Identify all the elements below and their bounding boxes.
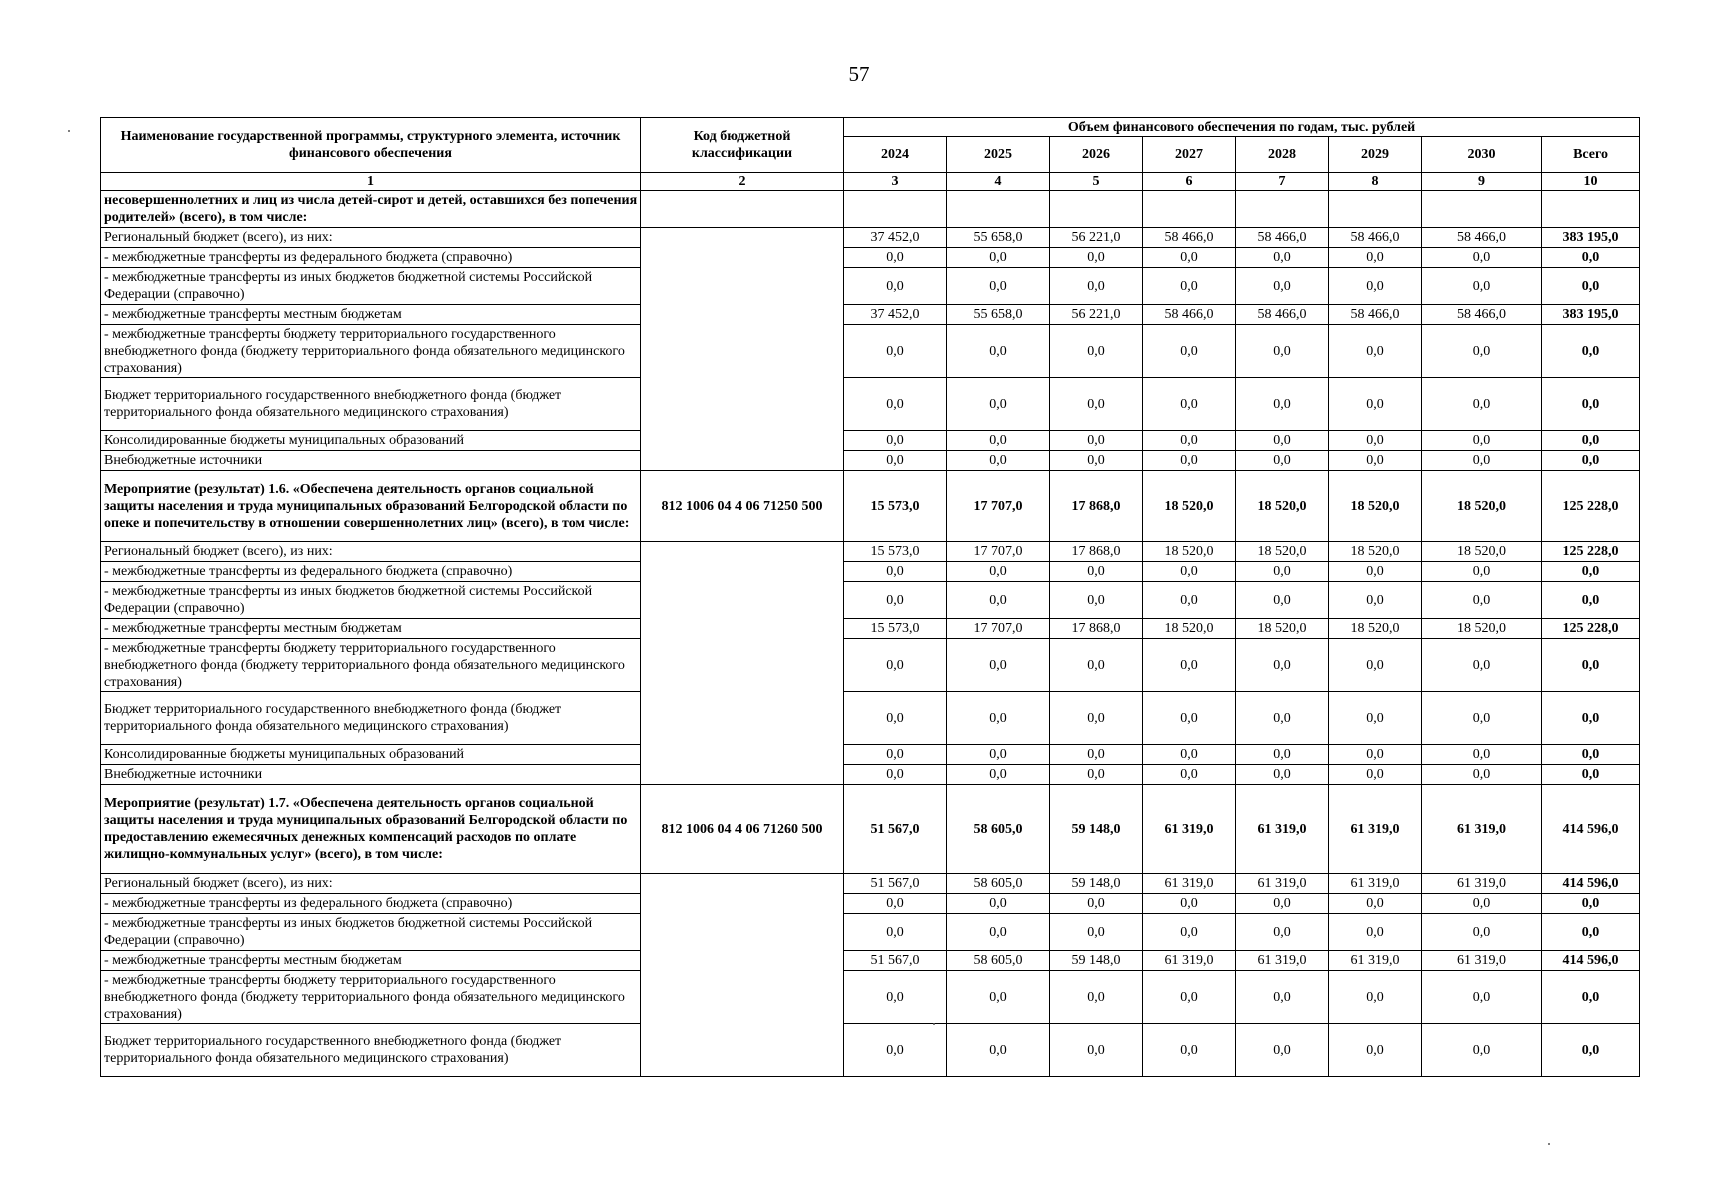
value-cell: 18 520,0 (1422, 542, 1542, 562)
value-cell: 0,0 (1422, 378, 1542, 431)
total-cell: 0,0 (1542, 765, 1640, 785)
row-label: Консолидированные бюджеты муниципальных образований (101, 745, 641, 765)
value-cell: 0,0 (1143, 431, 1236, 451)
column-number: 9 (1422, 173, 1542, 191)
value-cell: 18 520,0 (1143, 619, 1236, 639)
scan-speck (68, 130, 70, 132)
value-cell: 18 520,0 (1236, 542, 1329, 562)
value-cell: 0,0 (947, 378, 1050, 431)
value-cell: 0,0 (1329, 248, 1422, 268)
value-cell: 0,0 (844, 431, 947, 451)
value-cell: 0,0 (1236, 971, 1329, 1024)
value-cell: 0,0 (1422, 745, 1542, 765)
table-row (101, 562, 1640, 582)
row-label: Бюджет территориального государственного внебюджетного фонда (бюджет территориального фонда обязательного медицинского страхования) (101, 378, 641, 431)
table-row (101, 971, 1640, 1024)
table-body (101, 191, 1640, 1077)
table-row (101, 542, 1640, 562)
header-year: 2030 (1422, 137, 1542, 173)
total-cell: 0,0 (1542, 1024, 1640, 1077)
header-year: 2028 (1236, 137, 1329, 173)
section-row (101, 191, 1640, 228)
section-title: Мероприятие (результат) 1.7. «Обеспечена деятельность органов социальной защиты населения и труда муниципальных образований Белгородской области по предоставлению ежемесячных денежных компенсаций расходов по оплате жилищно-коммунальных услуг» (всего), в том числе: (101, 785, 641, 874)
value-cell: 0,0 (1050, 894, 1143, 914)
value-cell: 59 148,0 (1050, 785, 1143, 874)
header-total: Всего (1542, 137, 1640, 173)
value-cell: 0,0 (844, 378, 947, 431)
table-row (101, 951, 1640, 971)
table-row (101, 431, 1640, 451)
table-row (101, 378, 1640, 431)
value-cell: 0,0 (1329, 894, 1422, 914)
value-cell: 18 520,0 (1236, 619, 1329, 639)
total-cell: 0,0 (1542, 971, 1640, 1024)
table-row (101, 228, 1640, 248)
value-cell: 0,0 (947, 894, 1050, 914)
table-row (101, 874, 1640, 894)
value-cell: 61 319,0 (1143, 874, 1236, 894)
header-year: 2027 (1143, 137, 1236, 173)
value-cell: 0,0 (1050, 914, 1143, 951)
value-cell: 0,0 (1236, 914, 1329, 951)
value-cell: 17 868,0 (1050, 471, 1143, 542)
value-cell: 0,0 (1329, 971, 1422, 1024)
value-cell: 61 319,0 (1236, 874, 1329, 894)
total-cell: 0,0 (1542, 431, 1640, 451)
budget-code: 812 1006 04 4 06 71250 500 (641, 471, 844, 542)
budget-code: 812 1006 04 4 06 71260 500 (641, 785, 844, 874)
value-cell: 58 466,0 (1143, 228, 1236, 248)
value-cell: 0,0 (844, 914, 947, 951)
value-cell: 0,0 (1329, 451, 1422, 471)
total-cell: 0,0 (1542, 562, 1640, 582)
value-cell: 0,0 (1422, 582, 1542, 619)
value-cell: 56 221,0 (1050, 228, 1143, 248)
total-cell: 0,0 (1542, 325, 1640, 378)
value-cell: 0,0 (1422, 1024, 1542, 1077)
row-label: Внебюджетные источники (101, 765, 641, 785)
value-cell: 0,0 (1236, 582, 1329, 619)
row-label: Внебюджетные источники (101, 451, 641, 471)
section-row (101, 785, 1640, 874)
value-cell: 18 520,0 (1329, 619, 1422, 639)
value-cell: 0,0 (1329, 378, 1422, 431)
row-label: - межбюджетные трансферты из иных бюджетов бюджетной системы Российской Федерации (справочно) (101, 582, 641, 619)
column-number: 4 (947, 173, 1050, 191)
value-cell: 51 567,0 (844, 951, 947, 971)
value-cell: 0,0 (1422, 248, 1542, 268)
value-cell: 17 868,0 (1050, 542, 1143, 562)
value-cell: 0,0 (1050, 1024, 1143, 1077)
value-cell: 0,0 (1329, 639, 1422, 692)
value-cell: 18 520,0 (1422, 619, 1542, 639)
row-label: - межбюджетные трансферты из федерального бюджета (справочно) (101, 894, 641, 914)
row-label: Консолидированные бюджеты муниципальных образований (101, 431, 641, 451)
value-cell: 0,0 (1236, 431, 1329, 451)
row-label: - межбюджетные трансферты бюджету территориального государственного внебюджетного фонда (бюджету территориального фонда обязательного медицинского страхования) (101, 639, 641, 692)
value-cell: 55 658,0 (947, 305, 1050, 325)
value-cell: 0,0 (1329, 692, 1422, 745)
code-cell-empty (641, 874, 844, 1077)
row-label: - межбюджетные трансферты местным бюджетам (101, 951, 641, 971)
value-cell: 61 319,0 (1236, 785, 1329, 874)
table-row (101, 619, 1640, 639)
table-row (101, 248, 1640, 268)
row-label: Бюджет территориального государственного внебюджетного фонда (бюджет территориального фонда обязательного медицинского страхования) (101, 692, 641, 745)
value-cell: 0,0 (1422, 971, 1542, 1024)
value-cell: 58 466,0 (1143, 305, 1236, 325)
column-number: 10 (1542, 173, 1640, 191)
total-cell: 414 596,0 (1542, 951, 1640, 971)
value-cell: 0,0 (1050, 268, 1143, 305)
value-cell (1329, 191, 1422, 228)
table-row (101, 639, 1640, 692)
column-number: 8 (1329, 173, 1422, 191)
value-cell: 0,0 (1050, 325, 1143, 378)
total-cell: 414 596,0 (1542, 874, 1640, 894)
total-cell: 125 228,0 (1542, 542, 1640, 562)
value-cell: 17 707,0 (947, 471, 1050, 542)
scan-speck (933, 1023, 935, 1025)
total-cell: 0,0 (1542, 914, 1640, 951)
table-row (101, 305, 1640, 325)
value-cell: 0,0 (1236, 451, 1329, 471)
section-title: несовершеннолетних и лиц из числа детей-сирот и детей, оставшихся без попечения родителей» (всего), в том числе: (101, 191, 641, 228)
value-cell: 0,0 (1050, 692, 1143, 745)
page-number: 57 (848, 62, 870, 86)
value-cell: 18 520,0 (1236, 471, 1329, 542)
value-cell: 0,0 (1422, 894, 1542, 914)
value-cell: 37 452,0 (844, 228, 947, 248)
value-cell: 0,0 (1236, 894, 1329, 914)
value-cell: 0,0 (1143, 765, 1236, 785)
value-cell: 0,0 (1422, 639, 1542, 692)
total-cell: 0,0 (1542, 268, 1640, 305)
value-cell: 0,0 (844, 639, 947, 692)
table-row (101, 582, 1640, 619)
value-cell: 0,0 (1329, 582, 1422, 619)
value-cell: 0,0 (1236, 268, 1329, 305)
value-cell: 0,0 (1143, 639, 1236, 692)
value-cell: 0,0 (1329, 765, 1422, 785)
row-label: - межбюджетные трансферты бюджету территориального государственного внебюджетного фонда (бюджету территориального фонда обязательного медицинского страхования) (101, 325, 641, 378)
total-cell: 383 195,0 (1542, 228, 1640, 248)
value-cell: 0,0 (1329, 562, 1422, 582)
value-cell: 0,0 (1422, 562, 1542, 582)
table-row (101, 745, 1640, 765)
table-row (101, 894, 1640, 914)
value-cell: 0,0 (844, 268, 947, 305)
code-cell-empty (641, 228, 844, 471)
total-cell: 0,0 (1542, 639, 1640, 692)
budget-code (641, 191, 844, 228)
value-cell: 0,0 (844, 894, 947, 914)
value-cell: 0,0 (1143, 451, 1236, 471)
value-cell: 0,0 (1050, 765, 1143, 785)
table-row (101, 765, 1640, 785)
value-cell: 0,0 (947, 325, 1050, 378)
row-label: - межбюджетные трансферты местным бюджетам (101, 305, 641, 325)
value-cell: 0,0 (1329, 268, 1422, 305)
value-cell: 0,0 (844, 971, 947, 1024)
value-cell: 0,0 (1422, 268, 1542, 305)
value-cell: 18 520,0 (1329, 542, 1422, 562)
value-cell: 0,0 (1329, 745, 1422, 765)
value-cell: 0,0 (947, 248, 1050, 268)
value-cell: 0,0 (1050, 639, 1143, 692)
value-cell: 61 319,0 (1422, 874, 1542, 894)
header-name-text: Наименование государственной программы, структурного элемента, источник финансового обеспечения (120, 129, 621, 161)
value-cell: 58 466,0 (1236, 305, 1329, 325)
value-cell: 0,0 (1143, 248, 1236, 268)
value-cell: 61 319,0 (1329, 785, 1422, 874)
value-cell: 61 319,0 (1143, 785, 1236, 874)
header-year: 2029 (1329, 137, 1422, 173)
value-cell: 0,0 (1329, 1024, 1422, 1077)
value-cell: 0,0 (947, 451, 1050, 471)
total-cell: 0,0 (1542, 248, 1640, 268)
value-cell: 0,0 (844, 692, 947, 745)
row-label: - межбюджетные трансферты из федерального бюджета (справочно) (101, 248, 641, 268)
total-cell: 0,0 (1542, 745, 1640, 765)
value-cell: 55 658,0 (947, 228, 1050, 248)
total-cell: 383 195,0 (1542, 305, 1640, 325)
value-cell: 0,0 (1236, 692, 1329, 745)
value-cell: 61 319,0 (1422, 785, 1542, 874)
value-cell: 0,0 (1329, 431, 1422, 451)
value-cell: 58 605,0 (947, 874, 1050, 894)
column-number: 6 (1143, 173, 1236, 191)
value-cell: 15 573,0 (844, 542, 947, 562)
value-cell: 0,0 (947, 765, 1050, 785)
value-cell: 61 319,0 (1422, 951, 1542, 971)
value-cell: 17 868,0 (1050, 619, 1143, 639)
value-cell: 59 148,0 (1050, 874, 1143, 894)
value-cell: 0,0 (1050, 378, 1143, 431)
value-cell: 18 520,0 (1143, 471, 1236, 542)
value-cell: 0,0 (1143, 894, 1236, 914)
value-cell: 0,0 (1143, 325, 1236, 378)
value-cell: 61 319,0 (1329, 951, 1422, 971)
value-cell: 0,0 (1050, 562, 1143, 582)
value-cell: 56 221,0 (1050, 305, 1143, 325)
column-number: 3 (844, 173, 947, 191)
value-cell: 0,0 (844, 745, 947, 765)
value-cell: 0,0 (1236, 562, 1329, 582)
code-cell-empty (641, 542, 844, 785)
financing-table (100, 117, 1640, 1077)
value-cell: 0,0 (947, 582, 1050, 619)
total-cell (1542, 191, 1640, 228)
value-cell: 15 573,0 (844, 619, 947, 639)
value-cell: 61 319,0 (1143, 951, 1236, 971)
header-year: 2024 (844, 137, 947, 173)
value-cell: 58 466,0 (1329, 305, 1422, 325)
total-cell: 0,0 (1542, 894, 1640, 914)
value-cell: 0,0 (844, 1024, 947, 1077)
value-cell: 0,0 (947, 1024, 1050, 1077)
value-cell: 0,0 (1050, 582, 1143, 619)
total-cell: 0,0 (1542, 582, 1640, 619)
value-cell: 0,0 (844, 562, 947, 582)
value-cell: 0,0 (1236, 745, 1329, 765)
value-cell: 0,0 (1422, 914, 1542, 951)
column-number: 1 (101, 173, 641, 191)
total-cell: 0,0 (1542, 451, 1640, 471)
value-cell: 0,0 (1143, 378, 1236, 431)
value-cell: 0,0 (1236, 639, 1329, 692)
value-cell: 18 520,0 (1329, 471, 1422, 542)
value-cell: 0,0 (1050, 248, 1143, 268)
value-cell: 0,0 (1422, 431, 1542, 451)
table-row (101, 692, 1640, 745)
value-cell: 15 573,0 (844, 471, 947, 542)
value-cell: 0,0 (1422, 765, 1542, 785)
column-number: 7 (1236, 173, 1329, 191)
total-cell: 0,0 (1542, 692, 1640, 745)
value-cell: 0,0 (1143, 914, 1236, 951)
row-label: - межбюджетные трансферты из иных бюджетов бюджетной системы Российской Федерации (справочно) (101, 268, 641, 305)
value-cell: 0,0 (947, 562, 1050, 582)
value-cell: 0,0 (1236, 248, 1329, 268)
value-cell: 0,0 (844, 248, 947, 268)
value-cell: 18 520,0 (1143, 542, 1236, 562)
value-cell: 0,0 (1236, 1024, 1329, 1077)
value-cell: 0,0 (1329, 325, 1422, 378)
value-cell: 0,0 (1422, 451, 1542, 471)
value-cell: 0,0 (1422, 692, 1542, 745)
section-row (101, 471, 1640, 542)
value-cell: 0,0 (1050, 451, 1143, 471)
value-cell: 0,0 (844, 325, 947, 378)
value-cell: 0,0 (1143, 562, 1236, 582)
header-group-cell (844, 118, 1640, 137)
value-cell: 58 466,0 (1236, 228, 1329, 248)
row-label: - межбюджетные трансферты из иных бюджетов бюджетной системы Российской Федерации (справочно) (101, 914, 641, 951)
value-cell (1236, 191, 1329, 228)
value-cell: 0,0 (1143, 1024, 1236, 1077)
value-cell: 0,0 (1236, 765, 1329, 785)
value-cell: 58 605,0 (947, 951, 1050, 971)
value-cell: 0,0 (844, 582, 947, 619)
value-cell: 0,0 (947, 639, 1050, 692)
value-cell: 0,0 (1050, 431, 1143, 451)
total-cell: 414 596,0 (1542, 785, 1640, 874)
table-row (101, 914, 1640, 951)
value-cell: 0,0 (1143, 745, 1236, 765)
column-number: 2 (641, 173, 844, 191)
header-code-text: Код бюджетной классификации (691, 129, 793, 161)
value-cell: 0,0 (1143, 582, 1236, 619)
row-label: Региональный бюджет (всего), из них: (101, 542, 641, 562)
row-label: - межбюджетные трансферты бюджету территориального государственного внебюджетного фонда (бюджету территориального фонда обязательного медицинского страхования) (101, 971, 641, 1024)
total-cell: 125 228,0 (1542, 471, 1640, 542)
value-cell: 58 466,0 (1422, 305, 1542, 325)
scan-speck (1548, 1143, 1550, 1145)
value-cell: 61 319,0 (1236, 951, 1329, 971)
table-row (101, 451, 1640, 471)
value-cell (1143, 191, 1236, 228)
value-cell: 0,0 (1050, 971, 1143, 1024)
header-year: 2026 (1050, 137, 1143, 173)
value-cell: 58 605,0 (947, 785, 1050, 874)
value-cell: 61 319,0 (1329, 874, 1422, 894)
value-cell: 51 567,0 (844, 874, 947, 894)
row-label: - межбюджетные трансферты из федерального бюджета (справочно) (101, 562, 641, 582)
section-title: Мероприятие (результат) 1.6. «Обеспечена деятельность органов социальной защиты населения и труда муниципальных образований Белгородской области по опеке и попечительству в отношении совершеннолетних лиц» (всего), в том числе: (101, 471, 641, 542)
header-group-text: Объем финансового обеспечения по годам, тыс. рублей (1067, 119, 1416, 135)
table-header (101, 118, 1640, 191)
value-cell: 0,0 (1422, 325, 1542, 378)
value-cell (1422, 191, 1542, 228)
total-cell: 125 228,0 (1542, 619, 1640, 639)
total-cell: 0,0 (1542, 378, 1640, 431)
table-row (101, 1024, 1640, 1077)
value-cell: 18 520,0 (1422, 471, 1542, 542)
value-cell (947, 191, 1050, 228)
value-cell: 17 707,0 (947, 619, 1050, 639)
value-cell: 0,0 (1236, 378, 1329, 431)
value-cell: 0,0 (1236, 325, 1329, 378)
value-cell: 58 466,0 (1422, 228, 1542, 248)
value-cell: 0,0 (1143, 692, 1236, 745)
value-cell: 0,0 (844, 765, 947, 785)
value-cell: 0,0 (947, 431, 1050, 451)
column-number-row (101, 173, 1640, 191)
value-cell: 0,0 (947, 692, 1050, 745)
row-label: Региональный бюджет (всего), из них: (101, 874, 641, 894)
table-row (101, 268, 1640, 305)
table-row (101, 325, 1640, 378)
column-number: 5 (1050, 173, 1143, 191)
value-cell: 0,0 (947, 745, 1050, 765)
value-cell: 0,0 (1143, 971, 1236, 1024)
value-cell: 0,0 (1143, 268, 1236, 305)
value-cell: 0,0 (947, 268, 1050, 305)
value-cell: 0,0 (947, 971, 1050, 1024)
row-label: - межбюджетные трансферты местным бюджетам (101, 619, 641, 639)
value-cell: 51 567,0 (844, 785, 947, 874)
value-cell: 37 452,0 (844, 305, 947, 325)
row-label: Региональный бюджет (всего), из них: (101, 228, 641, 248)
header-code-cell (641, 118, 844, 173)
header-year: 2025 (947, 137, 1050, 173)
value-cell: 17 707,0 (947, 542, 1050, 562)
value-cell: 0,0 (844, 451, 947, 471)
value-cell: 0,0 (947, 914, 1050, 951)
value-cell: 0,0 (1329, 914, 1422, 951)
header-name-cell (101, 118, 641, 173)
row-label: Бюджет территориального государственного внебюджетного фонда (бюджет территориального фонда обязательного медицинского страхования) (101, 1024, 641, 1077)
value-cell: 59 148,0 (1050, 951, 1143, 971)
value-cell: 58 466,0 (1329, 228, 1422, 248)
value-cell (844, 191, 947, 228)
value-cell: 0,0 (1050, 745, 1143, 765)
value-cell (1050, 191, 1143, 228)
